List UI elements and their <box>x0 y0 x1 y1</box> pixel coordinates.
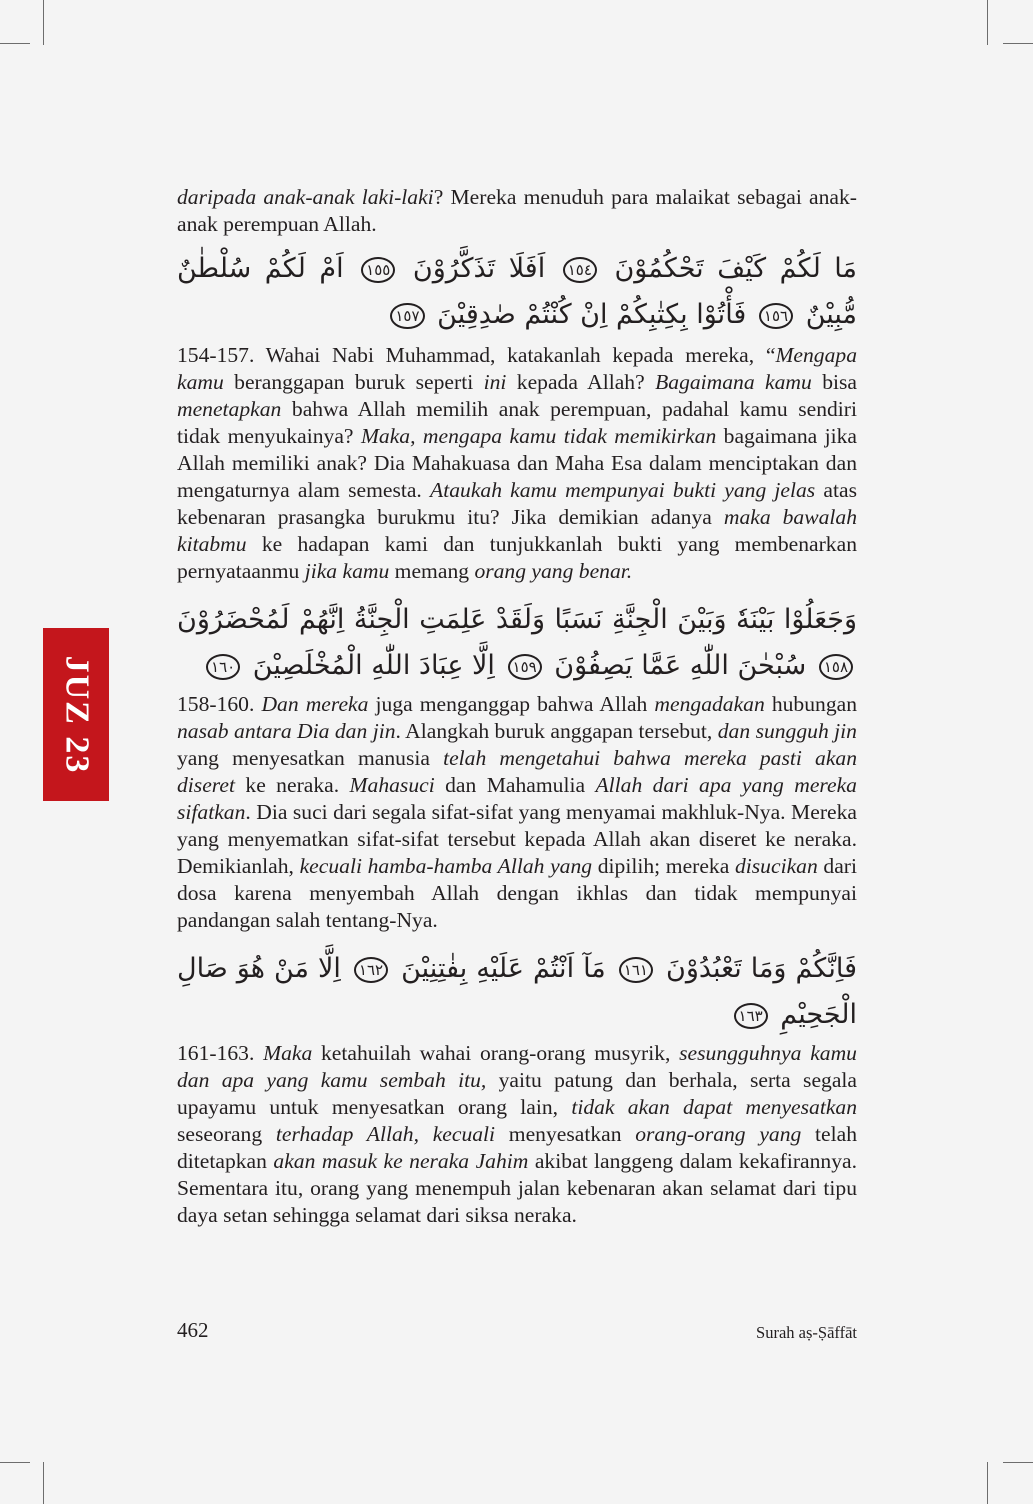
translation-paragraph <box>177 691 857 934</box>
italic-run: Maka <box>263 1041 313 1065</box>
crop-mark <box>0 43 30 44</box>
text-run: telah ditetapkan <box>177 1122 858 1173</box>
ayah-number-marker: ١٥٦ <box>759 303 793 329</box>
arabic-verse-text: فَأْتُوْا بِكِتٰبِكُمْ اِنْ كُنْتُمْ صٰدِقِيْنَ <box>437 299 747 330</box>
text-run: ke neraka. <box>234 773 350 797</box>
crop-mark <box>987 1462 988 1504</box>
italic-run: Bagaimana kamu <box>655 370 812 394</box>
arabic-verse-text: اَفَلَا تَذَكَّرُوْنَ <box>412 253 546 284</box>
arabic-verse-text: فَاِنَّكُمْ وَمَا تَعْبُدُوْنَ <box>665 953 857 984</box>
italic-run: Ataukah kamu mempunyai bukti yang jelas <box>430 478 816 502</box>
arabic-verse-text: مَا لَكُمْ كَيْفَ تَحْكُمُوْنَ <box>614 253 857 284</box>
arabic-verse-text: مَآ اَنْتُمْ عَلَيْهِ بِفٰتِنِيْنَ <box>401 953 606 984</box>
text-run: hubungan <box>764 692 857 716</box>
italic-run: orang-orang yang <box>635 1122 802 1146</box>
text-run: atas kebenaran prasangka burukmu itu? Jika demikian adanya <box>177 478 857 529</box>
text-run: ke hadapan kami dan tunjukkanlah bukti yang membenarkan pernyataanmu <box>177 532 857 583</box>
text-run: menyesatkan <box>495 1122 636 1146</box>
crop-mark <box>0 1462 30 1463</box>
italic-run: mengadakan <box>654 692 765 716</box>
text-run: juga menganggap bahwa Allah <box>368 692 655 716</box>
italic-run: ini <box>483 370 507 394</box>
text-run: kepada Allah? <box>506 370 656 394</box>
arabic-verse-text: اِلَّا عِبَادَ اللّٰهِ الْمُخْلَصِيْنَ <box>252 650 495 681</box>
italic-run: daripada anak-anak laki-laki <box>177 185 434 209</box>
translation-paragraph <box>177 342 857 585</box>
italic-run: nasab antara Dia dan jin <box>177 719 396 743</box>
crop-mark <box>987 0 988 45</box>
text-run: 158-160. <box>177 692 262 716</box>
text-run: memang <box>389 559 475 583</box>
translation-paragraph <box>177 184 857 238</box>
text-run: yang menyesatkan manusia <box>177 746 444 770</box>
italic-run: Mengapa kamu <box>177 343 857 394</box>
italic-run: telah mengetahui bahwa mereka pasti akan diseret <box>177 746 857 797</box>
text-run: . Alangkah buruk anggapan tersebut, <box>395 719 718 743</box>
text-run: bagaimana jika Allah memiliki anak? Dia Mahakuasa dan Maha Esa dalam menciptakan dan mengaturnya alam semesta. <box>177 424 857 502</box>
ayah-number-marker: ١٥٥ <box>361 257 395 283</box>
text-run: seseorang <box>177 1122 276 1146</box>
ayah-number-marker: ١٥٧ <box>390 303 424 329</box>
text-run: dipilih; mereka <box>592 854 735 878</box>
italic-run: tidak akan dapat menyesatkan <box>571 1095 858 1119</box>
page-number: 462 <box>177 1318 209 1342</box>
text-run: ketahuilah wahai orang-orang musyrik, <box>312 1041 680 1065</box>
italic-run: dan sungguh jin <box>717 719 857 743</box>
arabic-verse-text: اَمْ لَكُمْ سُلْطٰنٌ مُّبِيْنٌ <box>177 253 857 330</box>
italic-run: sesungguhnya kamu dan apa yang kamu sembah itu, <box>177 1041 857 1092</box>
text-run: bisa <box>811 370 857 394</box>
italic-run: maka bawalah kitabmu <box>177 505 857 556</box>
ayah-number-marker: ١٦٠ <box>206 654 240 680</box>
ayah-number-marker: ١٦٣ <box>734 1003 768 1029</box>
italic-run: disucikan <box>734 854 818 878</box>
text-run: yaitu patung dan berhala, serta segala upayamu untuk menyesatkan orang lain, <box>177 1068 857 1119</box>
crop-mark <box>1003 1462 1033 1463</box>
text-run: . Dia suci dari segala sifat-sifat yang menyamai makhluk-Nya. Mereka yang menyematkan sifat-sifat tersebut kepada Allah akan diseret ke neraka. Demikianlah, <box>177 800 857 878</box>
italic-run: jika kamu <box>304 559 390 583</box>
text-run: dari dosa karena menyembah Allah dengan ikhlas dan tidak mempunyai pandangan salah tentang-Nya. <box>177 854 857 932</box>
italic-run: menetapkan <box>177 397 282 421</box>
arabic-verse-block <box>177 946 857 1038</box>
crop-mark <box>43 1462 44 1504</box>
juz-tab <box>43 628 109 801</box>
crop-mark <box>1003 43 1033 44</box>
text-run: beranggapan buruk seperti <box>223 370 484 394</box>
arabic-verse-block <box>177 597 857 689</box>
italic-run: kecuali hamba-hamba Allah yang <box>299 854 593 878</box>
italic-run: Mahasuci <box>349 773 435 797</box>
arabic-verse-text: سُبْحٰنَ اللّٰهِ عَمَّا يَصِفُوْنَ <box>554 650 807 681</box>
ayah-number-marker: ١٦٢ <box>354 957 388 983</box>
italic-run: terhadap Allah, kecuali <box>275 1122 496 1146</box>
italic-run: Maka, mengapa kamu tidak memikirkan <box>360 424 717 448</box>
translation-paragraph <box>177 1040 857 1229</box>
page-content <box>177 184 857 1229</box>
text-run: akibat langgeng dalam kekafirannya. Sementara itu, orang yang menempuh jalan kebenaran akan selamat dari tipu daya setan sehingga selamat dari siksa neraka. <box>177 1149 858 1227</box>
juz-tab-label: JUZ 23 <box>58 655 96 774</box>
text-run: dan Mahamulia <box>434 773 596 797</box>
text-run: bahwa Allah memilih anak perempuan, padahal kamu sendiri tidak menyukainya? <box>177 397 857 448</box>
arabic-verse-block <box>177 246 857 338</box>
text-run: ? Mereka menuduh para malaikat sebagai anak-anak perempuan Allah. <box>177 185 857 236</box>
italic-run: orang yang benar. <box>474 559 633 583</box>
running-footer-surah: Surah aṣ-Ṣāffāt <box>756 1323 857 1342</box>
arabic-verse-text: وَجَعَلُوْا بَيْنَهٗ وَبَيْنَ الْجِنَّةِ نَسَبًا وَلَقَدْ عَلِمَتِ الْجِنَّةُ اِنَّهُمْ لَمُحْضَرُوْنَ <box>177 604 857 635</box>
crop-mark <box>43 0 44 45</box>
arabic-verse-text: اِلَّا مَنْ هُوَ صَالِ الْجَحِيْمِ <box>177 953 857 1030</box>
ayah-number-marker: ١٥٩ <box>508 654 542 680</box>
italic-run: Dan mereka <box>261 692 369 716</box>
italic-run: Allah dari apa yang mereka sifatkan <box>177 773 857 824</box>
ayah-number-marker: ١٦١ <box>619 957 653 983</box>
ayah-number-marker: ١٥٨ <box>819 654 853 680</box>
italic-run: akan masuk ke neraka Jahim <box>273 1149 529 1173</box>
text-run: 154-157. Wahai Nabi Muhammad, katakanlah kepada mereka, “ <box>177 343 776 367</box>
ayah-number-marker: ١٥٤ <box>563 257 597 283</box>
text-run: 161-163. <box>177 1041 264 1065</box>
